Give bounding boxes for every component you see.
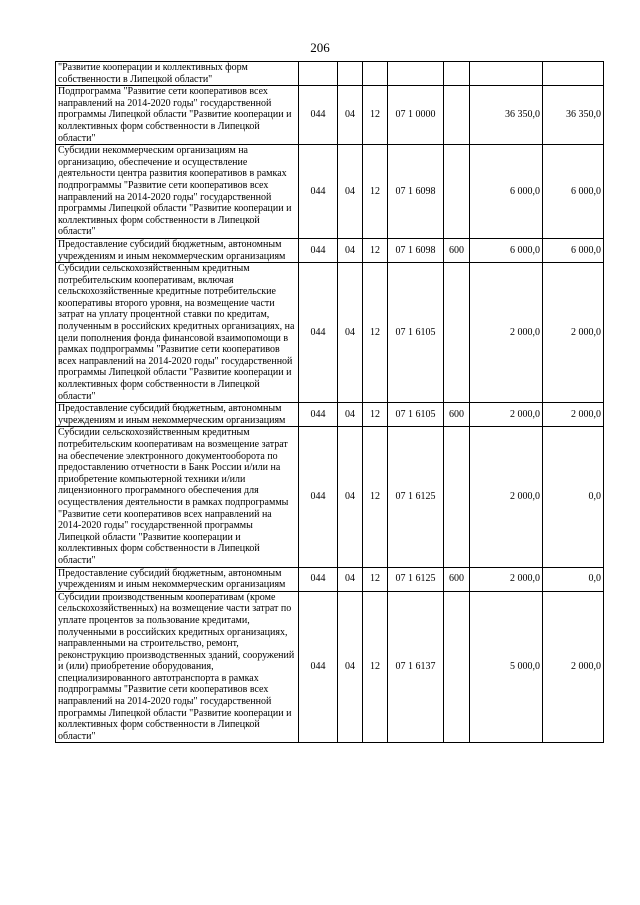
row-ministry-code: 044 xyxy=(299,238,338,262)
row-subsection-code xyxy=(363,62,388,86)
table-row xyxy=(56,427,604,567)
row-article-code: 07 1 0000 xyxy=(388,86,444,145)
row-expense-type-code: 600 xyxy=(444,403,470,427)
table-row xyxy=(56,403,604,427)
budget-table xyxy=(55,61,604,743)
table-row xyxy=(56,62,604,86)
row-article-code: 07 1 6105 xyxy=(388,403,444,427)
row-amount-2: 2 000,0 xyxy=(543,591,604,743)
row-amount-1: 2 000,0 xyxy=(470,403,543,427)
row-name: Подпрограмма "Развитие сети кооперативов всех направлений на 2014-2020 годы" государственной программы Липецкой области "Развитие кооперации и коллективных форм собственности в Липецкой области" xyxy=(56,86,299,145)
row-amount-1: 2 000,0 xyxy=(470,263,543,403)
row-expense-type-code xyxy=(444,263,470,403)
row-name: Субсидии сельскохозяйственным кредитным потребительским кооперативам на возмещение затрат на обеспечение электронного документооборота по предоставлению отчетности в Банк России и/или на приобретение компьютерной техники и/или лицензионного программного обеспечения для осуществления деятельности в рамках подпрограммы "Развитие сети кооперативов всех направлений на 2014-2020 годы" государственной программы Липецкой области "Развитие кооперации и коллективных форм собственности в Липецкой области" xyxy=(56,427,299,567)
row-amount-1: 2 000,0 xyxy=(470,567,543,591)
row-section-code: 04 xyxy=(338,238,363,262)
row-name: Субсидии сельскохозяйственным кредитным потребительским кооперативам, включая сельскохозяйственные кредитные потребительские кооперативы второго уровня, на возмещение части затрат на уплату процентной ставки по кредитам, полученным в российских кредитных организациях, на цели пополнения фонда финансовой взаимопомощи в рамках подпрограммы "Развитие сети кооперативов всех направлений на 2014-2020 годы" государственной программы Липецкой области "Развитие кооперации и коллективных форм собственности в Липецкой области" xyxy=(56,263,299,403)
row-amount-2 xyxy=(543,62,604,86)
row-ministry-code xyxy=(299,62,338,86)
row-subsection-code: 12 xyxy=(363,86,388,145)
row-expense-type-code: 600 xyxy=(444,567,470,591)
row-section-code: 04 xyxy=(338,263,363,403)
row-amount-2: 6 000,0 xyxy=(543,238,604,262)
row-article-code: 07 1 6098 xyxy=(388,145,444,239)
row-section-code: 04 xyxy=(338,427,363,567)
row-article-code: 07 1 6137 xyxy=(388,591,444,743)
row-section-code xyxy=(338,62,363,86)
table-row xyxy=(56,238,604,262)
row-subsection-code: 12 xyxy=(363,145,388,239)
row-expense-type-code xyxy=(444,427,470,567)
row-amount-1: 36 350,0 xyxy=(470,86,543,145)
row-ministry-code: 044 xyxy=(299,145,338,239)
table-row xyxy=(56,591,604,743)
table-row xyxy=(56,86,604,145)
row-amount-2: 36 350,0 xyxy=(543,86,604,145)
row-expense-type-code xyxy=(444,591,470,743)
row-ministry-code: 044 xyxy=(299,591,338,743)
row-subsection-code: 12 xyxy=(363,591,388,743)
table-row xyxy=(56,263,604,403)
row-section-code: 04 xyxy=(338,145,363,239)
row-section-code: 04 xyxy=(338,567,363,591)
row-ministry-code: 044 xyxy=(299,263,338,403)
row-expense-type-code xyxy=(444,86,470,145)
row-ministry-code: 044 xyxy=(299,427,338,567)
row-amount-1 xyxy=(470,62,543,86)
row-amount-2: 2 000,0 xyxy=(543,403,604,427)
row-ministry-code: 044 xyxy=(299,403,338,427)
row-expense-type-code xyxy=(444,62,470,86)
row-ministry-code: 044 xyxy=(299,567,338,591)
row-expense-type-code: 600 xyxy=(444,238,470,262)
row-amount-2: 6 000,0 xyxy=(543,145,604,239)
row-section-code: 04 xyxy=(338,403,363,427)
row-article-code xyxy=(388,62,444,86)
row-subsection-code: 12 xyxy=(363,263,388,403)
row-amount-1: 6 000,0 xyxy=(470,145,543,239)
row-amount-1: 6 000,0 xyxy=(470,238,543,262)
row-section-code: 04 xyxy=(338,86,363,145)
row-name: Предоставление субсидий бюджетным, автономным учреждениям и иным некоммерческим организациям xyxy=(56,403,299,427)
row-ministry-code: 044 xyxy=(299,86,338,145)
row-article-code: 07 1 6125 xyxy=(388,427,444,567)
row-name: "Развитие кооперации и коллективных форм собственности в Липецкой области" xyxy=(56,62,299,86)
row-section-code: 04 xyxy=(338,591,363,743)
row-expense-type-code xyxy=(444,145,470,239)
row-subsection-code: 12 xyxy=(363,403,388,427)
row-amount-2: 0,0 xyxy=(543,567,604,591)
row-article-code: 07 1 6125 xyxy=(388,567,444,591)
row-article-code: 07 1 6105 xyxy=(388,263,444,403)
table-row xyxy=(56,567,604,591)
row-name: Субсидии некоммерческим организациям на организацию, обеспечение и осуществление деятельности центра развития кооперативов в рамках подпрограммы "Развитие сети кооперативов всех направлений на 2014-2020 годы" государственной программы Липецкой области "Развитие кооперации и коллективных форм собственности в Липецкой области" xyxy=(56,145,299,239)
row-name: Предоставление субсидий бюджетным, автономным учреждениям и иным некоммерческим организациям xyxy=(56,567,299,591)
row-amount-2: 0,0 xyxy=(543,427,604,567)
table-row xyxy=(56,145,604,239)
row-amount-2: 2 000,0 xyxy=(543,263,604,403)
row-amount-1: 2 000,0 xyxy=(470,427,543,567)
row-subsection-code: 12 xyxy=(363,238,388,262)
row-name: Субсидии производственным кооперативам (кроме сельскохозяйственных) на возмещение части затрат по уплате процентов за пользование кредитами, полученными в российских кредитных организациях, направленными на строительство, ремонт, реконструкцию производственных зданий, сооружений и (или) приобретение оборудования, специализированного автотранспорта в рамках подпрограммы "Развитие сети кооперативов всех направлений на 2014-2020 годы" государственной программы Липецкой области "Развитие кооперации и коллективных форм собственности в Липецкой области" xyxy=(56,591,299,743)
row-subsection-code: 12 xyxy=(363,567,388,591)
row-subsection-code: 12 xyxy=(363,427,388,567)
row-amount-1: 5 000,0 xyxy=(470,591,543,743)
page-number: 206 xyxy=(310,40,330,55)
row-name: Предоставление субсидий бюджетным, автономным учреждениям и иным некоммерческим организациям xyxy=(56,238,299,262)
row-article-code: 07 1 6098 xyxy=(388,238,444,262)
